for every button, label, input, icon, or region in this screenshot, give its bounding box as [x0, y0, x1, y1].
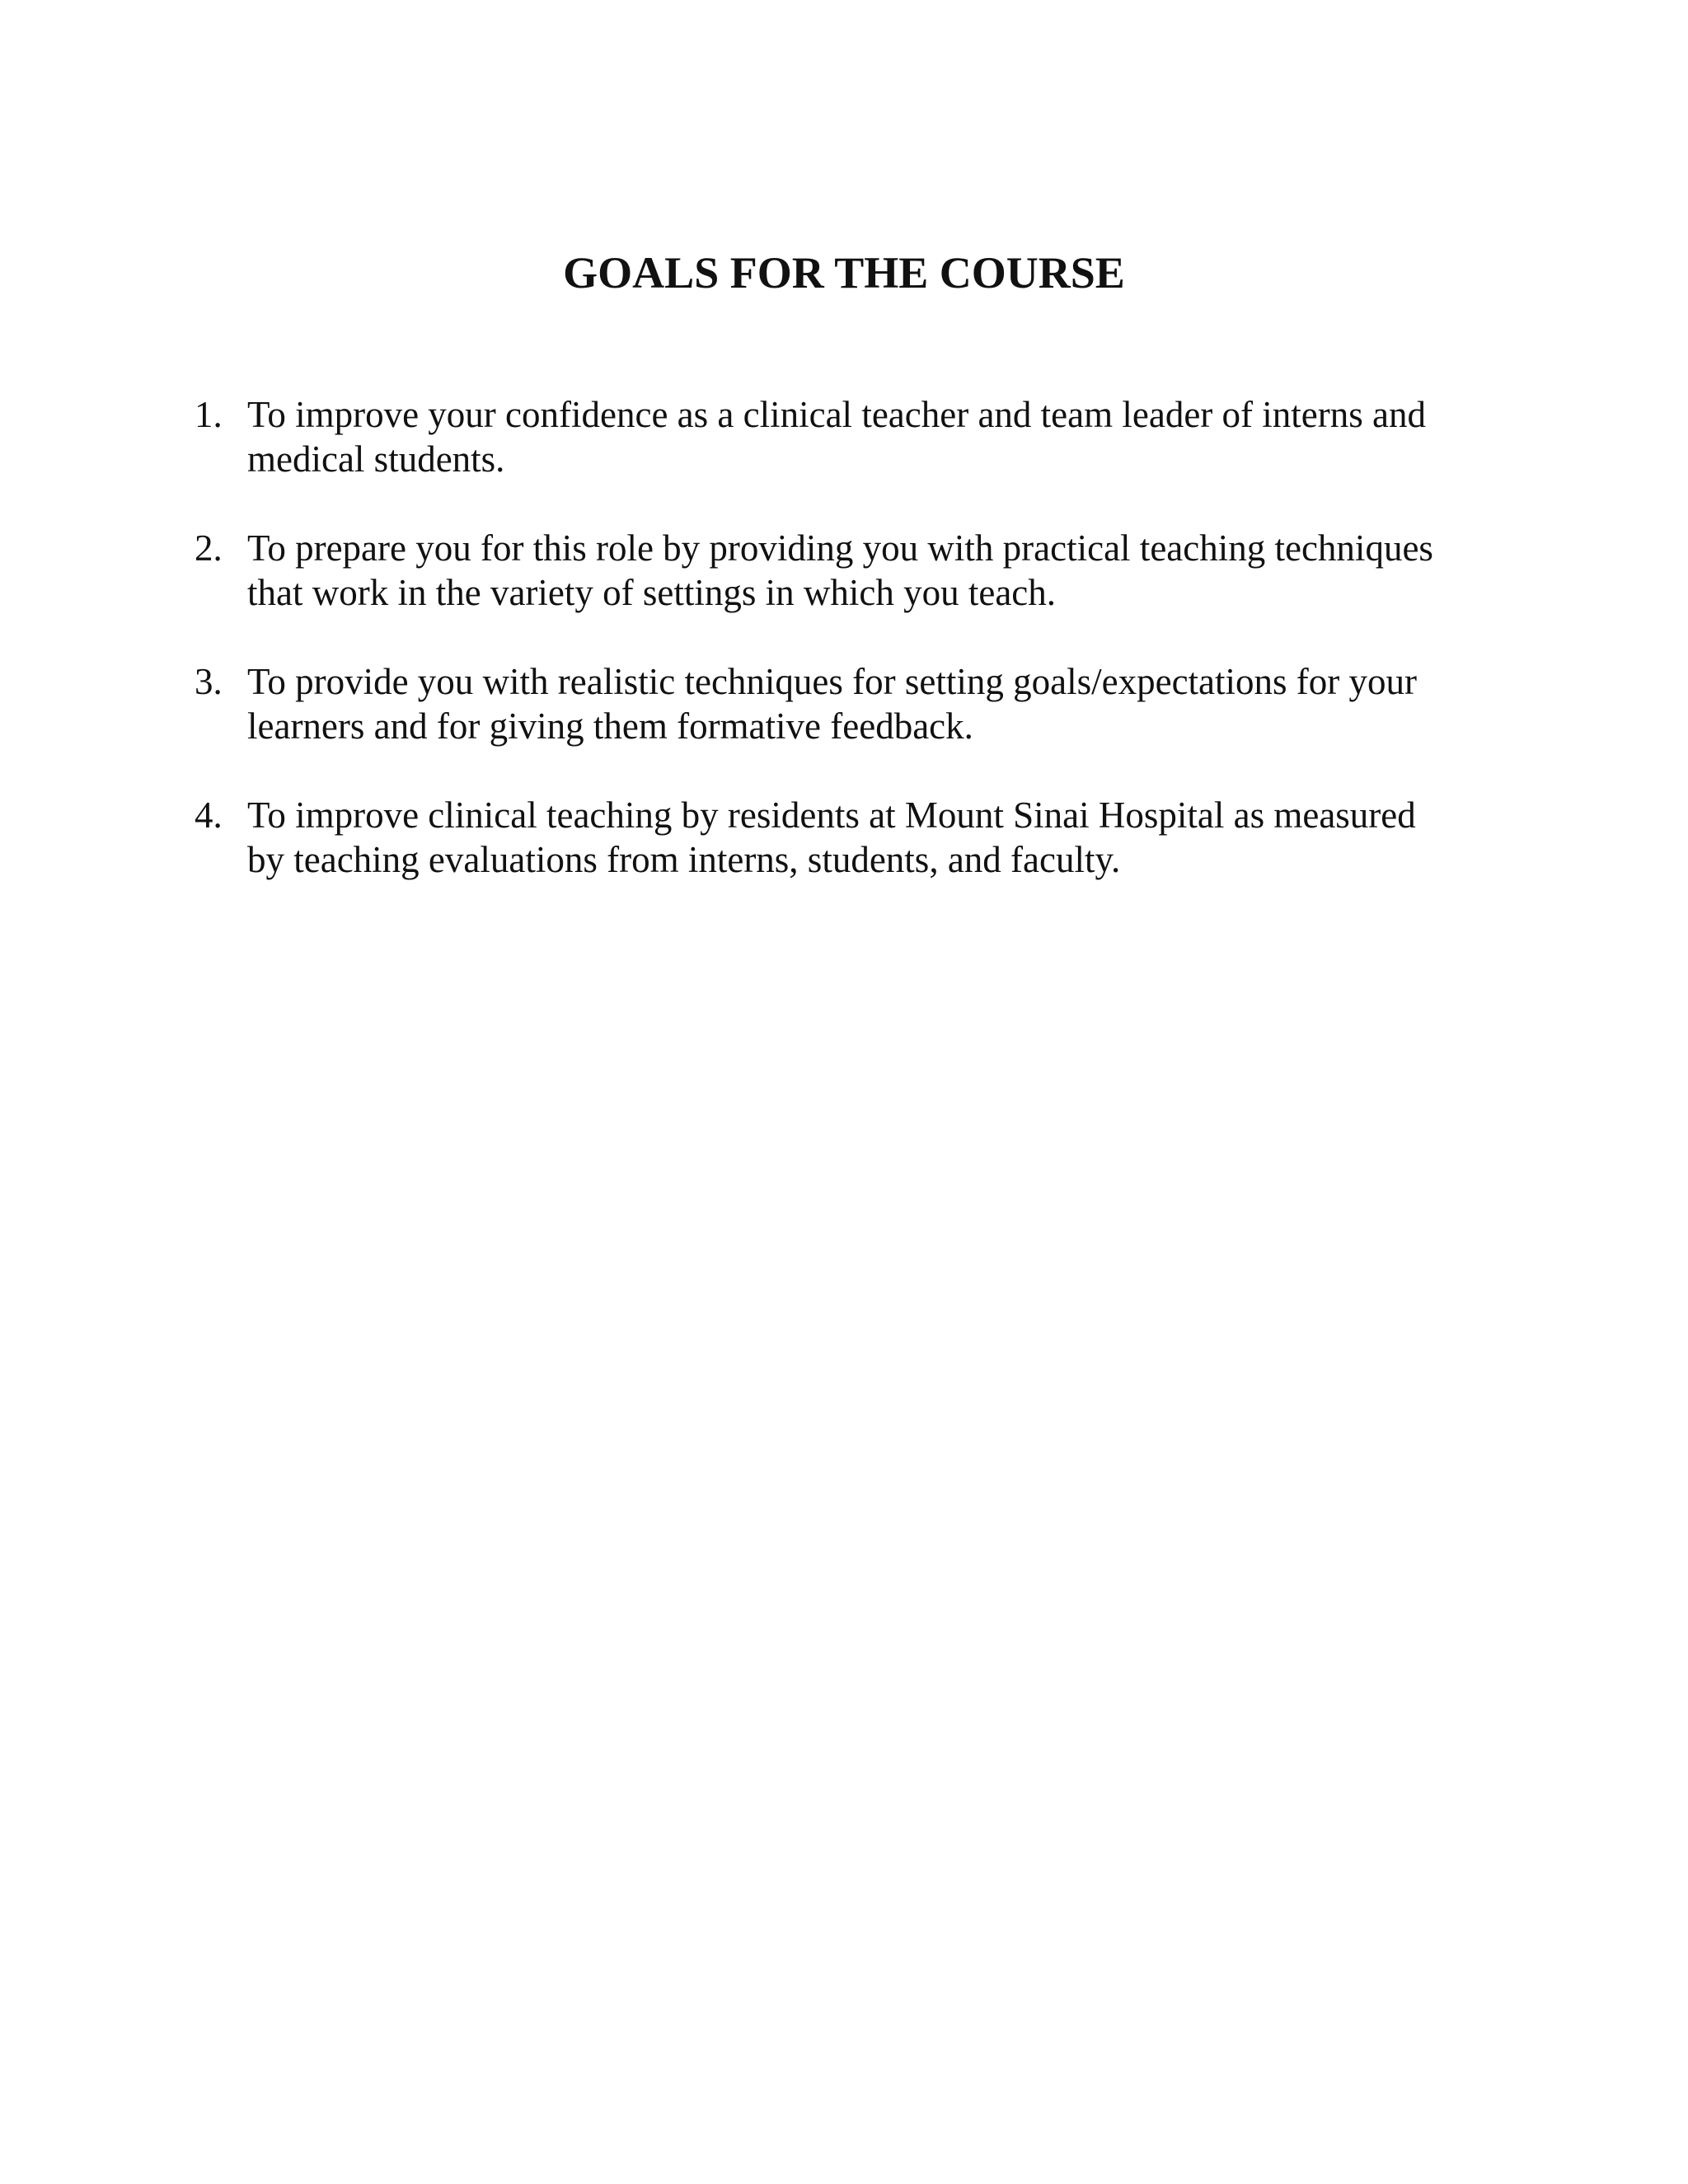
goal-number: 3.	[195, 661, 223, 702]
goal-text-line: To improve your confidence as a clinical teacher and team leader of interns and	[247, 394, 1426, 435]
goals-list	[195, 392, 1513, 926]
goal-text-line: To improve clinical teaching by residents at Mount Sinai Hospital as measured	[247, 794, 1416, 836]
goal-number: 1.	[195, 394, 223, 435]
goal-item-2	[195, 526, 1513, 615]
page-title: GOALS FOR THE COURSE	[563, 248, 1125, 298]
goal-item-1	[195, 392, 1513, 481]
goal-number: 2.	[195, 527, 223, 569]
goal-text-line: that work in the variety of settings in which you teach.	[247, 572, 1057, 613]
goal-item-4	[195, 793, 1513, 882]
goal-text-line: To provide you with realistic techniques for setting goals/expectations for your	[247, 661, 1417, 702]
goal-text-line: medical students.	[247, 438, 505, 480]
goal-text-line: by teaching evaluations from interns, students, and faculty.	[247, 839, 1121, 880]
goal-item-3	[195, 659, 1513, 748]
goal-number: 4.	[195, 794, 223, 836]
goal-text-line: learners and for giving them formative feedback.	[247, 705, 973, 747]
goal-text-line: To prepare you for this role by providing you with practical teaching techniques	[247, 527, 1433, 569]
